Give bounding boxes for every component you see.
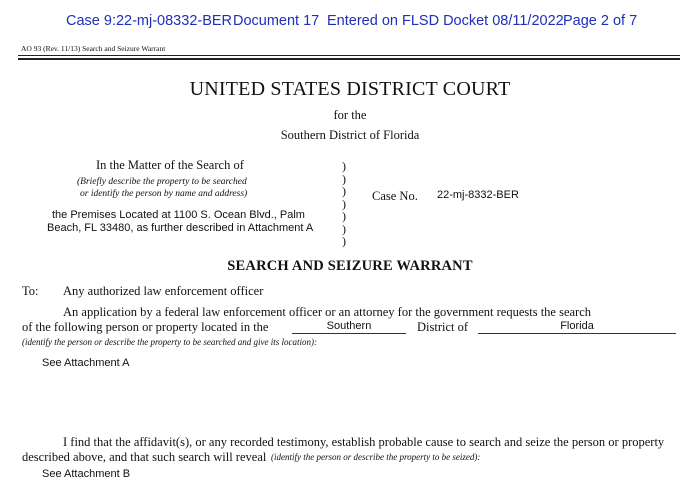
for-the-label: for the bbox=[333, 108, 367, 122]
top-rule-thin bbox=[18, 55, 680, 56]
to-label: To: bbox=[22, 284, 39, 298]
state-blank bbox=[478, 333, 676, 334]
district-blank bbox=[292, 333, 406, 334]
district-fill-value: Southern bbox=[326, 320, 372, 332]
seized-items-hint: (identify the person or describe the property to be seized): bbox=[271, 452, 481, 462]
state-fill-value: Florida bbox=[560, 320, 594, 332]
application-text-line1: An application by a federal law enforcement officer or an attorney for the government requests the search bbox=[63, 305, 592, 319]
property-description-line1: the Premises Located at 1100 S. Ocean Blvd., Palm bbox=[52, 209, 305, 221]
case-no-value: 22-mj-8332-BER bbox=[437, 189, 519, 201]
case-no-label: Case No. bbox=[372, 189, 418, 203]
probable-cause-text-line2: described above, and that such search will reveal bbox=[22, 450, 267, 464]
district-name: Southern District of Florida bbox=[280, 128, 420, 142]
property-description-line2: Beach, FL 33480, as further described in Attachment A bbox=[47, 222, 314, 234]
caption-bracket: ) ) ) ) ) ) ) bbox=[342, 159, 346, 248]
to-recipient: Any authorized law enforcement officer bbox=[63, 284, 264, 298]
matter-heading: In the Matter of the Search of bbox=[96, 158, 244, 172]
location-hint: (identify the person or describe the property to be searched and give its location): bbox=[22, 337, 318, 347]
application-text-line2: of the following person or property located in the bbox=[22, 320, 269, 334]
top-rule-thick bbox=[18, 58, 680, 60]
attachment-b-reference: See Attachment B bbox=[42, 468, 131, 480]
matter-hint-line1: (Briefly describe the property to be searched bbox=[77, 177, 247, 187]
document-number-stamp: Document 17 bbox=[233, 13, 320, 29]
attachment-a-reference: See Attachment A bbox=[42, 357, 130, 369]
form-identifier: AO 93 (Rev. 11/13) Search and Seizure Warrant bbox=[21, 44, 166, 53]
docket-entry-stamp: Entered on FLSD Docket 08/11/2022 bbox=[327, 13, 564, 29]
warrant-title: SEARCH AND SEIZURE WARRANT bbox=[227, 258, 473, 274]
case-number-stamp: Case 9:22-mj-08332-BER bbox=[66, 13, 233, 29]
district-of-label: District of bbox=[417, 320, 469, 334]
probable-cause-text-line1: I find that the affidavit(s), or any recorded testimony, establish probable cause to search and seize the person or property bbox=[63, 435, 665, 449]
court-title: UNITED STATES DISTRICT COURT bbox=[189, 78, 511, 100]
matter-hint-line2: or identify the person by name and address) bbox=[80, 189, 248, 199]
page-count-stamp: Page 2 of 7 bbox=[563, 13, 638, 29]
